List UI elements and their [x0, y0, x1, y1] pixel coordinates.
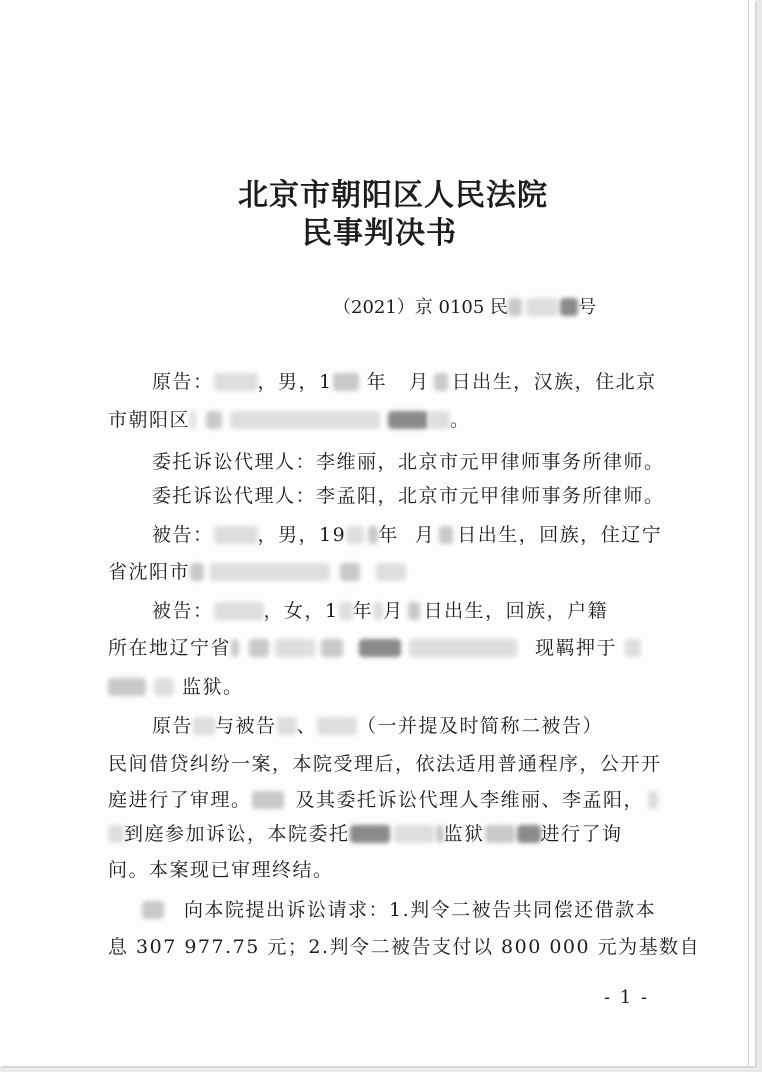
- redaction-mark: [485, 825, 515, 843]
- redaction-mark: [625, 639, 641, 657]
- redaction-mark: [368, 526, 378, 544]
- defendant-1-line: 被告： ，男，19 年 月 日出生，回族，住辽宁: [152, 524, 663, 546]
- redaction-mark: [249, 639, 269, 657]
- redaction-mark: [252, 791, 284, 809]
- redaction-mark: [350, 825, 390, 843]
- redaction-mark: [231, 639, 239, 657]
- redaction-mark: [214, 373, 258, 391]
- body-line-5: 问。本案现已审理终结。: [108, 859, 334, 881]
- redaction-mark: [214, 602, 264, 620]
- body-line-3: 庭进行了审理。 及其委托诉讼代理人李维丽、李孟阳，: [108, 786, 658, 814]
- agent-line-2: 委托诉讼代理人：李孟阳，北京市元甲律师事务所律师。: [152, 485, 665, 507]
- body-line-4: 到庭参加诉讼，本院委托 监狱 进行了询: [108, 820, 623, 848]
- redaction-mark: [339, 602, 353, 620]
- redaction-mark: [436, 825, 444, 843]
- redaction-mark: [434, 373, 448, 391]
- page-edge: [748, 0, 749, 1066]
- redaction-mark: [210, 563, 330, 581]
- body-line-1: 原告 与被告 、 （一并提及时简称二被告）: [152, 715, 604, 737]
- redaction-mark: [560, 298, 578, 316]
- defendant-1-address-line: 省沈阳市: [108, 558, 406, 586]
- redaction-mark: [333, 373, 359, 391]
- plaintiff-address-line: 市朝阳区 。: [108, 409, 471, 431]
- redaction-mark: [108, 678, 146, 696]
- redaction-mark: [526, 298, 558, 316]
- document-type-title: 民事判决书: [302, 216, 457, 251]
- claims-line-1: 向本院提出诉讼请求：1.判令二被告共同偿还借款本: [142, 896, 656, 924]
- court-name-title: 北京市朝阳区人民法院: [238, 178, 548, 213]
- redaction-mark: [439, 526, 453, 544]
- redaction-mark: [517, 825, 541, 843]
- redaction-mark: [373, 602, 383, 620]
- redaction-mark: [359, 639, 401, 657]
- redaction-mark: [230, 411, 380, 429]
- page-number: - 1 -: [604, 987, 650, 1008]
- redaction-mark: [409, 639, 517, 657]
- redaction-mark: [206, 411, 222, 429]
- redaction-mark: [508, 298, 522, 316]
- case-number-prefix: （2021）京 0105 民: [333, 297, 509, 318]
- redaction-mark: [340, 563, 360, 581]
- defendant-2-line: 被告： ，女，1 年 月 日出生，回族，户籍: [152, 600, 609, 622]
- redaction-mark: [154, 678, 174, 696]
- redaction-mark: [277, 717, 297, 735]
- case-number: [333, 294, 596, 322]
- plaintiff-line: 原告： ，男，1 年 月 日出生，汉族，住北京: [152, 371, 657, 393]
- claims-line-2: 息 307 977.75 元；2.判令二被告支付以 800 000 元为基数自: [108, 936, 701, 958]
- redaction-mark: [648, 791, 658, 809]
- redaction-mark: [394, 825, 434, 843]
- redaction-mark: [275, 639, 315, 657]
- redaction-mark: [428, 411, 450, 429]
- redaction-mark: [376, 563, 406, 581]
- redaction-mark: [142, 901, 164, 919]
- redaction-mark: [190, 563, 204, 581]
- agent-line-1: 委托诉讼代理人：李维丽，北京市元甲律师事务所律师。: [152, 451, 665, 473]
- redaction-mark: [108, 825, 124, 843]
- redaction-mark: [193, 717, 215, 735]
- redaction-mark: [317, 717, 357, 735]
- case-number-suffix: 号: [578, 297, 597, 318]
- redaction-mark: [190, 411, 196, 429]
- redaction-mark: [408, 602, 420, 620]
- redaction-mark: [214, 526, 258, 544]
- prison-line: 监狱。: [108, 673, 244, 701]
- redaction-mark: [321, 639, 343, 657]
- redaction-mark: [346, 526, 364, 544]
- defendant-2-residence-line: 所在地辽宁省 现羁押于: [108, 634, 641, 662]
- body-line-2: 民间借贷纠纷一案，本院受理后，依法适用普通程序，公开开: [108, 753, 662, 775]
- redaction-mark: [388, 411, 428, 429]
